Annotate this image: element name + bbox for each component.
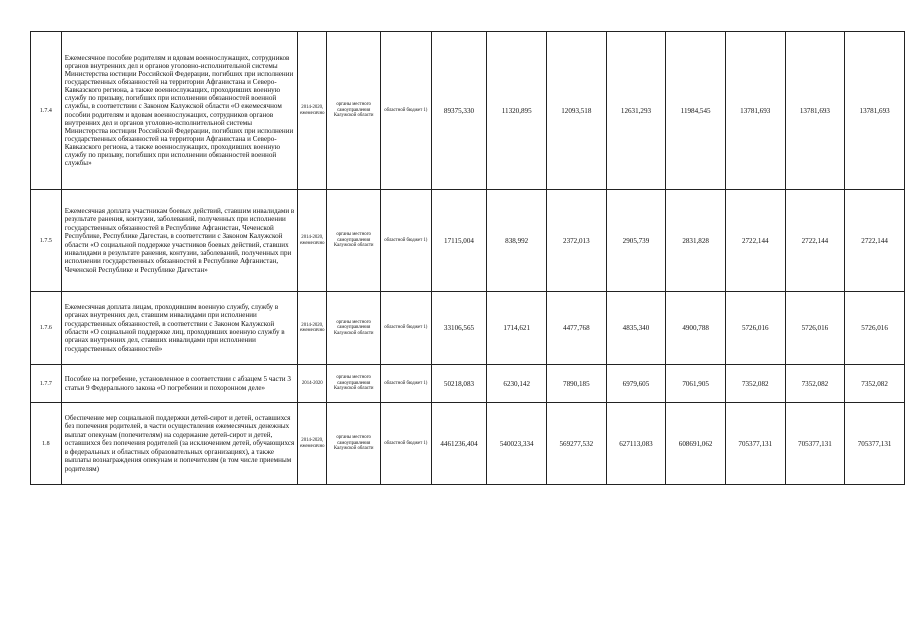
- row-value: 4461236,404: [431, 403, 487, 485]
- row-number: 1.7.6: [31, 292, 62, 365]
- row-value: 569277,532: [547, 403, 607, 485]
- row-value: 4477,768: [547, 292, 607, 365]
- row-value: 5726,016: [845, 292, 905, 365]
- row-value: 705377,131: [785, 403, 845, 485]
- row-value: 540023,334: [487, 403, 547, 485]
- row-executor: органы местного самоуправления Калужской области: [327, 365, 381, 403]
- row-number: 1.7.7: [31, 365, 62, 403]
- row-description: Ежемесячное пособие родителям и вдовам военнослужащих, сотрудников органов внутренних дел и органов уголовно-исполнительной системы Министерства юстиции Российской Федерации, погибших при исполнении государственных обязанностей на территории Афганистана и Северо-Кавказского региона, а также военнослужащих, проходивших военную службу по призыву, погибших при исполнении обязанностей военной службы, в соответствии с Законом Калужской области «О ежемесячном пособии родителям и вдовам военнослужащих, сотрудников органов внутренних дел и органов уголовно-исполнительной системы Министерства юстиции Российской Федерации, погибших при исполнении государственных обязанностей на территории Афганистана и Северо-Кавказского региона, а также военнослужащих, проходивших военную службу по призыву, погибших при исполнении обязанностей военной службы»: [61, 32, 298, 190]
- budget-table: [30, 31, 905, 485]
- row-value: 627113,083: [606, 403, 666, 485]
- row-source: областной бюджет 1): [381, 190, 432, 292]
- row-value: 705377,131: [845, 403, 905, 485]
- row-value: 1714,621: [487, 292, 547, 365]
- row-value: 12631,293: [606, 32, 666, 190]
- table-row: [31, 365, 905, 403]
- row-value: 7061,905: [666, 365, 726, 403]
- row-period: 2014-2020, ежемесячно: [298, 190, 327, 292]
- row-value: 2372,013: [547, 190, 607, 292]
- row-value: 50218,083: [431, 365, 487, 403]
- table-row: [31, 190, 905, 292]
- row-number: 1.7.5: [31, 190, 62, 292]
- row-value: 13781,693: [725, 32, 785, 190]
- row-source: областной бюджет 1): [381, 403, 432, 485]
- table-row: [31, 32, 905, 190]
- row-value: 2722,144: [785, 190, 845, 292]
- row-period: 2014-2020, ежемесячно: [298, 292, 327, 365]
- row-value: 608691,062: [666, 403, 726, 485]
- row-value: 2831,828: [666, 190, 726, 292]
- row-value: 6979,605: [606, 365, 666, 403]
- row-value: 2722,144: [845, 190, 905, 292]
- row-value: 11984,545: [666, 32, 726, 190]
- row-value: 4835,340: [606, 292, 666, 365]
- row-value: 838,992: [487, 190, 547, 292]
- row-value: 7352,082: [845, 365, 905, 403]
- row-period: 2014-2020, ежемесячно: [298, 32, 327, 190]
- row-description: Ежемесячная доплата лицам, проходившим военную службу, службу в органах внутренних дел, ставшим инвалидами при исполнении государственных обязанностей, в соответствии с Законом Калужской области «О социальной поддержке лиц, проходивших военную службу в органах внутренних дел, ставших инвалидами при исполнении государственных обязанностей»: [61, 292, 298, 365]
- row-description: Ежемесячная доплата участникам боевых действий, ставшим инвалидами в результате ранения, контузии, заболеваний, полученных при исполнении государственных обязанностей в Республике Афганистан, Чеченской Республике, Республике Дагестан, в соответствии с Законом Калужской области «О социальной поддержке участников боевых действий, ставших инвалидами в результате ранения, контузии, заболеваний, полученных при исполнении государственных обязанностей в Республике Афганистан, Чеченской Республике и Республике Дагестан»: [61, 190, 298, 292]
- row-value: 5726,016: [725, 292, 785, 365]
- row-value: 4900,788: [666, 292, 726, 365]
- row-executor: органы местного самоуправления Калужской области: [327, 190, 381, 292]
- table-row: [31, 292, 905, 365]
- row-executor: органы местного самоуправления Калужской области: [327, 292, 381, 365]
- row-value: 7352,082: [725, 365, 785, 403]
- row-value: 7890,185: [547, 365, 607, 403]
- row-source: областной бюджет 1): [381, 365, 432, 403]
- row-value: 5726,016: [785, 292, 845, 365]
- row-value: 89375,330: [431, 32, 487, 190]
- row-value: 12093,518: [547, 32, 607, 190]
- row-value: 13781,693: [785, 32, 845, 190]
- row-executor: органы местного самоуправления Калужской области: [327, 32, 381, 190]
- row-value: 705377,131: [725, 403, 785, 485]
- row-value: 33106,565: [431, 292, 487, 365]
- row-period: 2014-2020: [298, 365, 327, 403]
- row-value: 7352,082: [785, 365, 845, 403]
- row-period: 2014-2020, ежемесячно: [298, 403, 327, 485]
- row-value: 2722,144: [725, 190, 785, 292]
- row-source: областной бюджет 1): [381, 292, 432, 365]
- table-row: [31, 403, 905, 485]
- row-value: 6230,142: [487, 365, 547, 403]
- row-value: 2905,739: [606, 190, 666, 292]
- row-executor: органы местного самоуправления Калужской области: [327, 403, 381, 485]
- row-number: 1.8: [31, 403, 62, 485]
- row-description: Пособие на погребение, установленное в соответствии с абзацем 5 части 3 статьи 9 Федерального закона «О погребении и похоронном деле»: [61, 365, 298, 403]
- row-value: 11320,895: [487, 32, 547, 190]
- row-value: 13781,693: [845, 32, 905, 190]
- row-number: 1.7.4: [31, 32, 62, 190]
- row-source: областной бюджет 1): [381, 32, 432, 190]
- row-description: Обеспечение мер социальной поддержки детей-сирот и детей, оставшихся без попечения родителей, в части осуществления ежемесячных денежных выплат опекунам (попечителям) на содержание детей-сирот и детей, оставшихся без попечения родителей (за исключением детей, обучающихся в федеральных и областных образовательных организациях), а также выплаты вознаграждения опекунам и попечителям (в том числе приемным родителям): [61, 403, 298, 485]
- row-value: 17115,004: [431, 190, 487, 292]
